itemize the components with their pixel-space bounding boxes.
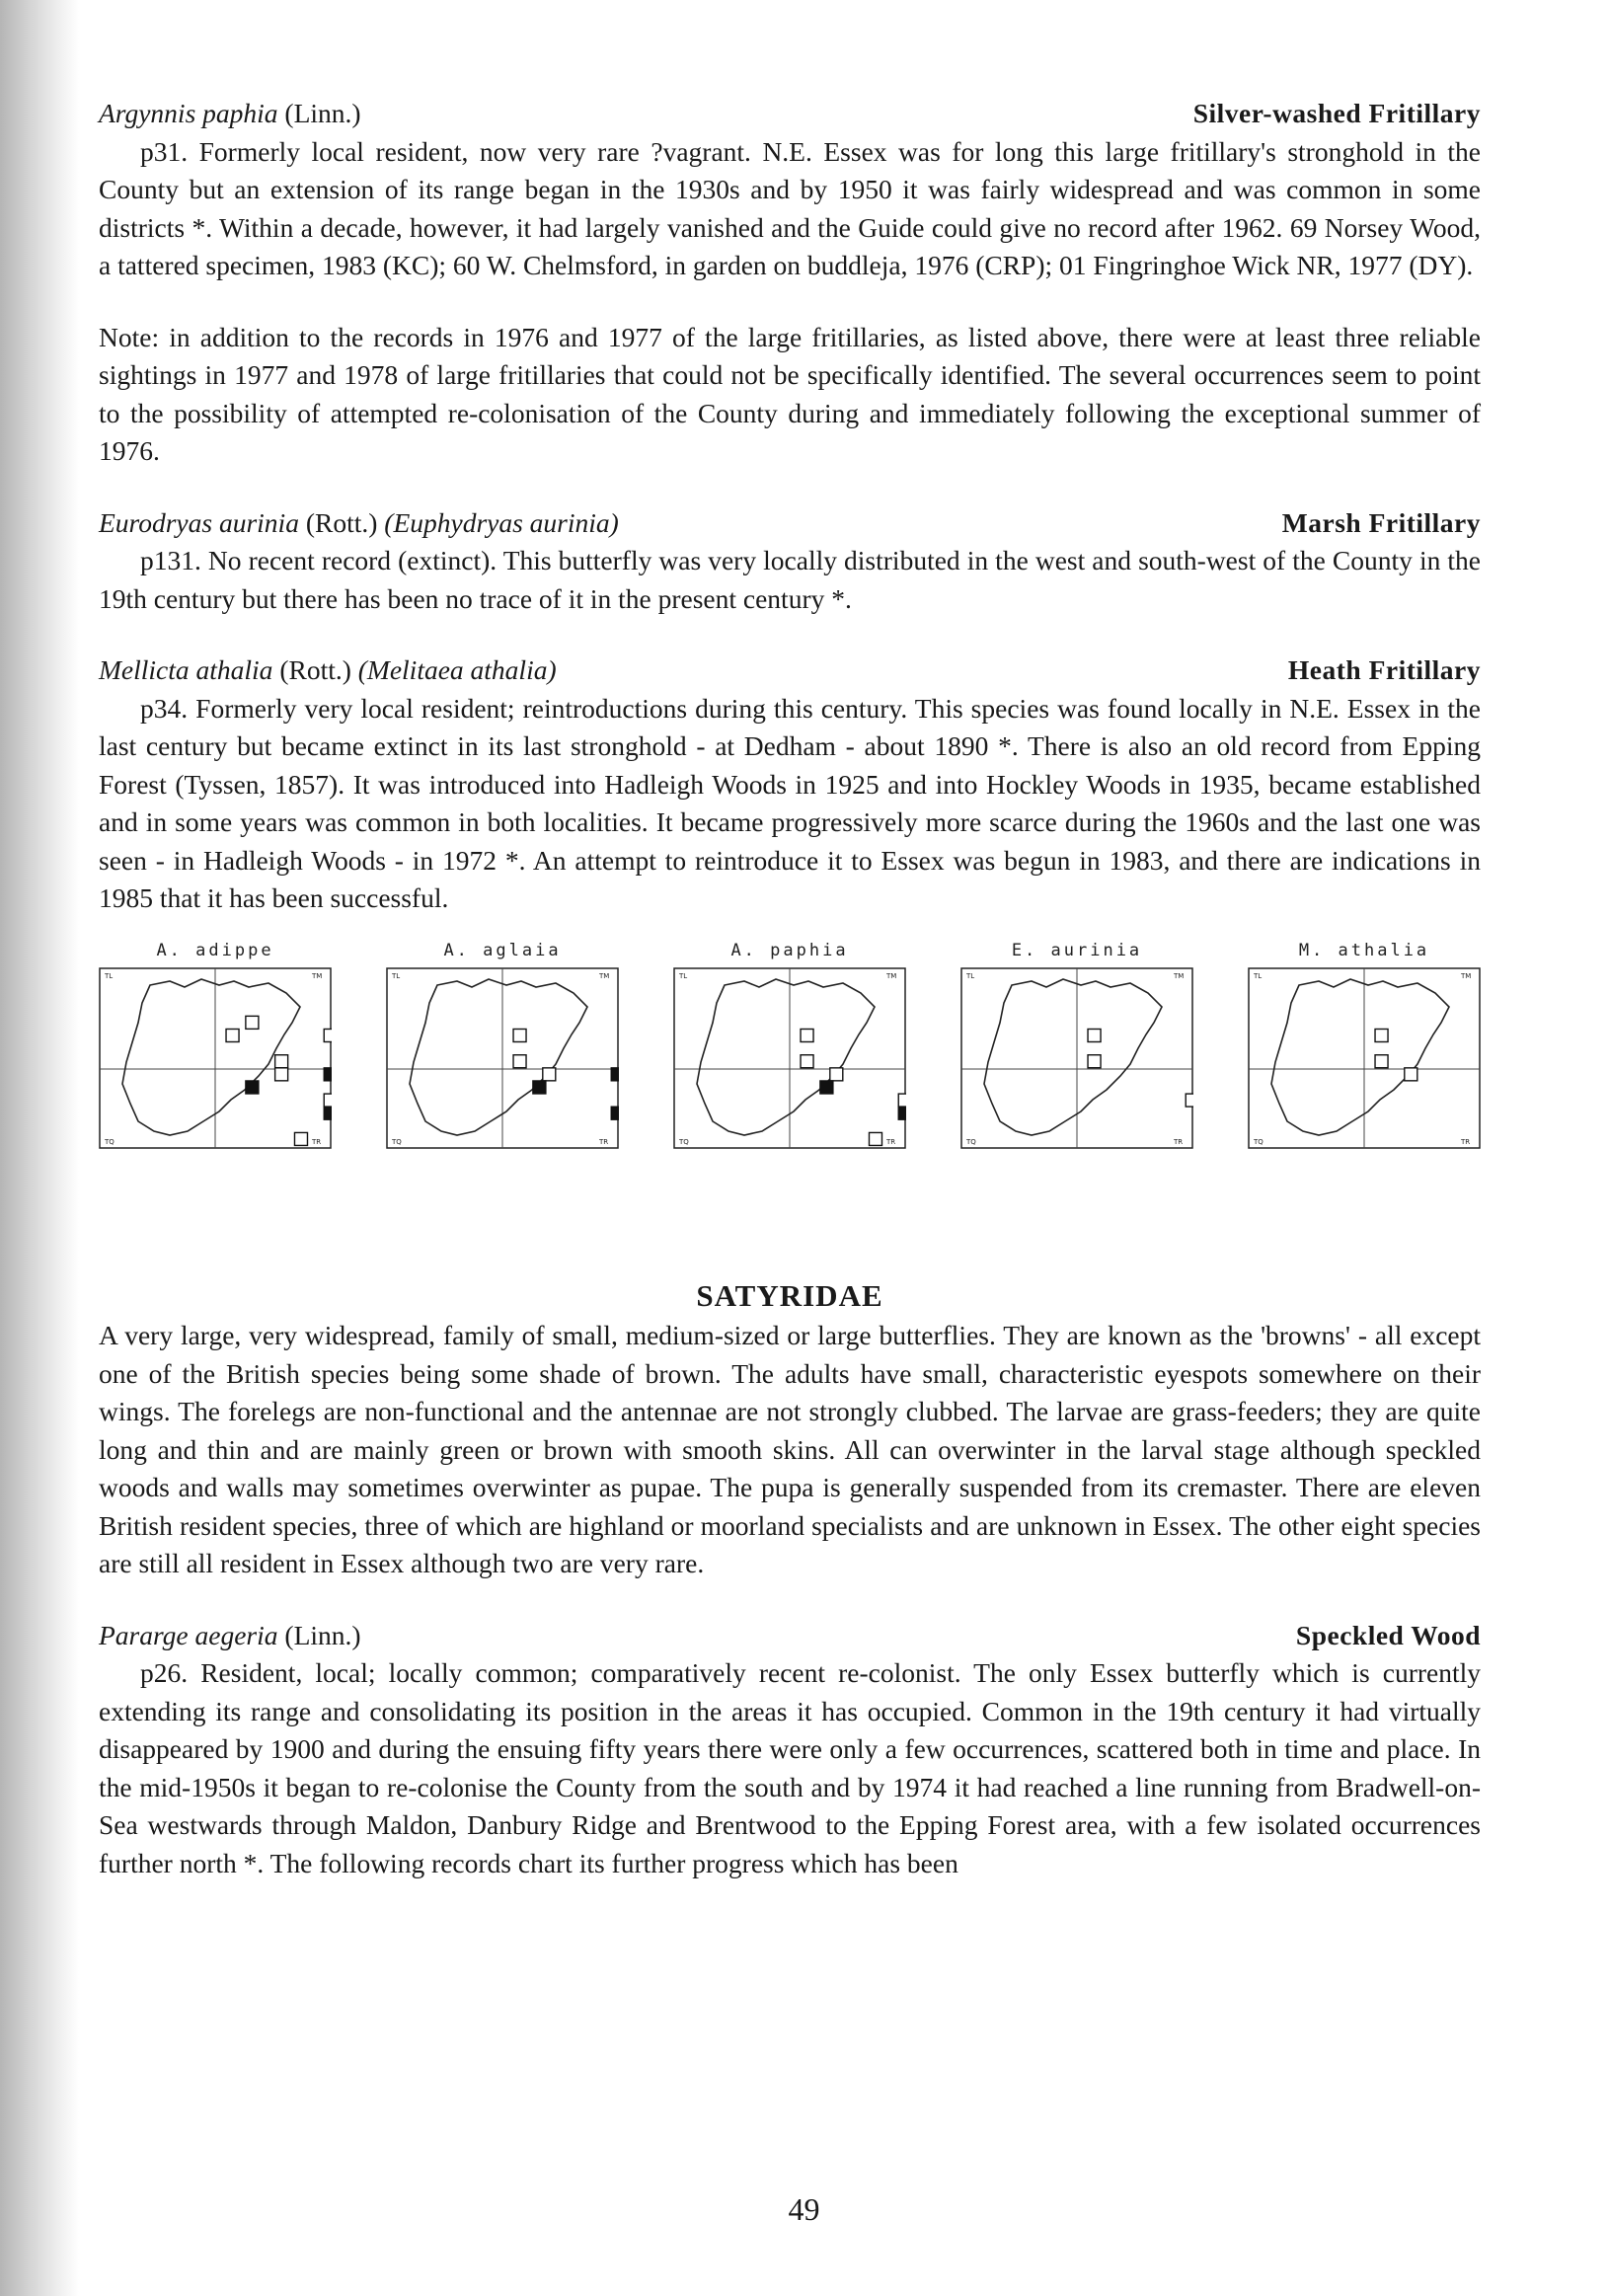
species-entry-eurodryas-aurinia xyxy=(99,504,1481,619)
record-open-square xyxy=(830,1067,843,1080)
record-open-square xyxy=(1088,1054,1101,1067)
grid-square-label: TQ xyxy=(966,1137,976,1146)
grid-square-label: TR xyxy=(312,1137,322,1146)
distribution-map xyxy=(673,940,906,1149)
family-description: A very large, very widespread, family of small, medium-sized or large butterflies. They are known as the 'browns' - all except one of the British species being some shade of brown. The adults have small, characteristic eyespots somewhere on their wings. The forelegs are non-functional and the antennae are not strongly clubbed. The larvae are grass-feeders; they are quite long and thin and are mainly green or brown with smooth skins. All can overwinter in the larval stage although speckled woods and walls may sometimes overwinter as pupae. The pupa is generally suspended from its cremaster. There are eleven British resident species, three of which are highland or moorland specialists and are unknown in Essex. The other eight species are still all resident in Essex although two are very rare. xyxy=(99,1320,1481,1578)
note-paragraph: Note: in addition to the records in 1976 and 1977 of the large fritillaries, as listed above, there were at least three reliable sightings in 1977 and 1978 of large fritillaries that could not be specifically identified. The several occurrences seem to point to the possibility of attempted re-colonisation of the County during and immediately following the exceptional summer of 1976. xyxy=(99,321,1481,466)
grid-square-label: TR xyxy=(886,1137,896,1146)
grid-square-label: TL xyxy=(105,971,114,980)
record-open-square xyxy=(801,1054,813,1067)
distribution-map xyxy=(960,940,1193,1149)
species-heading xyxy=(99,1617,1481,1655)
distribution-maps xyxy=(99,940,1481,1149)
record-open-square xyxy=(275,1054,288,1067)
grid-square-label: TM xyxy=(1461,971,1472,980)
distribution-map xyxy=(99,940,332,1149)
record-open-square xyxy=(1375,1029,1388,1041)
record-filled-square xyxy=(324,1107,332,1119)
record-open-square xyxy=(869,1132,881,1145)
record-filled-square xyxy=(820,1080,833,1093)
record-open-square xyxy=(543,1067,556,1080)
record-filled-square xyxy=(324,1067,332,1080)
record-filled-square xyxy=(898,1107,906,1119)
map-title: A. adippe xyxy=(156,940,274,960)
map-figure xyxy=(1248,967,1481,1149)
species-text: p31. Formerly local resident, now very rare ?vagrant. N.E. Essex was for long this large fritillary's stronghold in the County but an extension of its range began in the 1930s and by 1950 it was fairly widespread and was common in some districts *. Within a decade, however, it had largely vanished and the Guide could give no record after 1962. 69 Norsey Wood, a tattered specimen, 1983 (KC); 60 W. Chelmsford, in garden on buddleja, 1976 (CRP); 01 Fingringhoe Wick NR, 1977 (DY). xyxy=(99,135,1481,280)
grid-square-label: TR xyxy=(1174,1137,1184,1146)
record-open-square xyxy=(1375,1054,1388,1067)
map-figure xyxy=(673,967,906,1149)
record-open-square xyxy=(324,1029,332,1041)
page-number: 49 xyxy=(788,2191,820,2227)
record-open-square xyxy=(1186,1094,1193,1107)
record-open-square xyxy=(246,1016,259,1029)
common-name: Silver-washed Fritillary xyxy=(1192,98,1481,128)
common-name: Speckled Wood xyxy=(1295,1619,1481,1650)
binding-shadow xyxy=(0,0,79,2296)
record-open-square xyxy=(1088,1029,1101,1041)
species-text: p26. Resident, local; locally common; comparatively recent re-colonist. The only Essex butterfly which is currently extending its range and consolidating its position in the areas it has occupied. Common in the 19th century it had virtually disappeared by 1900 and during the ensuing fifty years there were only a few occurrences, scattered both in time and place. In the mid-1950s it began to re-colonise the County from the south and by 1974 it had reached a line running from Bradwell-on-Sea westwards through Maldon, Danbury Ridge and Brentwood to the Epping Forest area, with a few isolated occurrences further north *. The following records chart its further progress which has been xyxy=(99,1657,1481,1878)
record-open-square xyxy=(275,1067,288,1080)
record-filled-square xyxy=(246,1080,259,1093)
species-heading xyxy=(99,504,1481,543)
grid-square-label: TL xyxy=(966,971,975,980)
record-open-square xyxy=(513,1029,526,1041)
grid-square-label: TM xyxy=(599,971,610,980)
grid-square-label: TM xyxy=(886,971,897,980)
species-text: p34. Formerly very local resident; reintroductions during this century. This species was found locally in N.E. Essex in the last century but became extinct in its last stronghold - at Dedham - about 1890 *. There is also an old record from Epping Forest (Tyssen, 1857). It was introduced into Hadleigh Woods in 1925 and into Hockley Woods in 1935, became established and in some years was common in both localities. It became progressively more scarce during the 1960s and the last one was seen - in Hadleigh Woods - in 1972 *. An attempt to reintroduce it to Essex was begun in 1983, and there are indications in 1985 that it has been successful. xyxy=(99,692,1481,913)
record-open-square xyxy=(324,1094,332,1107)
record-filled-square xyxy=(533,1080,546,1093)
common-name: Heath Fritillary xyxy=(1287,654,1481,685)
record-open-square xyxy=(898,1094,906,1107)
record-open-square xyxy=(1405,1067,1417,1080)
species-name: Mellicta athalia (Rott.) (Melitaea athalia) xyxy=(99,654,557,685)
species-name: Argynnis paphia (Linn.) xyxy=(99,98,361,128)
species-entry-pararge-aegeria xyxy=(99,1617,1481,1883)
map-figure xyxy=(386,967,619,1149)
grid-square-label: TR xyxy=(599,1137,609,1146)
grid-square-label: TL xyxy=(392,971,401,980)
grid-square-label: TL xyxy=(1254,971,1263,980)
record-open-square xyxy=(801,1029,813,1041)
species-name: Pararge aegeria (Linn.) xyxy=(99,1619,361,1650)
species-heading xyxy=(99,95,1481,133)
species-entry-mellicta-athalia xyxy=(99,651,1481,918)
record-filled-square xyxy=(611,1067,619,1080)
grid-square-label: TM xyxy=(1174,971,1185,980)
record-filled-square xyxy=(611,1107,619,1119)
record-open-square xyxy=(294,1132,307,1145)
grid-square-label: TR xyxy=(1461,1137,1471,1146)
grid-square-label: TQ xyxy=(392,1137,402,1146)
grid-square-label: TL xyxy=(679,971,688,980)
grid-square-label: TQ xyxy=(105,1137,115,1146)
record-open-square xyxy=(226,1029,239,1041)
family-heading: SATYRIDAE xyxy=(696,1277,883,1313)
species-entry-argynnis-paphia xyxy=(99,95,1481,285)
grid-square-label: TM xyxy=(312,971,323,980)
species-heading xyxy=(99,651,1481,690)
species-text: p131. No recent record (extinct). This butterfly was very locally distributed in the west and south-west of the County in the 19th century but there has been no trace of it in the present century *. xyxy=(99,545,1481,614)
map-figure xyxy=(99,967,332,1149)
common-name: Marsh Fritillary xyxy=(1281,506,1481,538)
distribution-map xyxy=(386,940,619,1149)
map-title: M. athalia xyxy=(1298,940,1430,960)
species-name: Eurodryas aurinia (Rott.) (Euphydryas aurinia) xyxy=(99,506,619,538)
page-body xyxy=(99,95,1481,1916)
map-figure xyxy=(960,967,1193,1149)
record-open-square xyxy=(513,1054,526,1067)
distribution-map xyxy=(1248,940,1481,1149)
map-title: A. paphia xyxy=(730,940,849,960)
grid-square-label: TQ xyxy=(1254,1137,1263,1146)
grid-square-label: TQ xyxy=(679,1137,689,1146)
map-title: A. aglaia xyxy=(443,940,562,960)
map-title: E. aurinia xyxy=(1011,940,1143,960)
